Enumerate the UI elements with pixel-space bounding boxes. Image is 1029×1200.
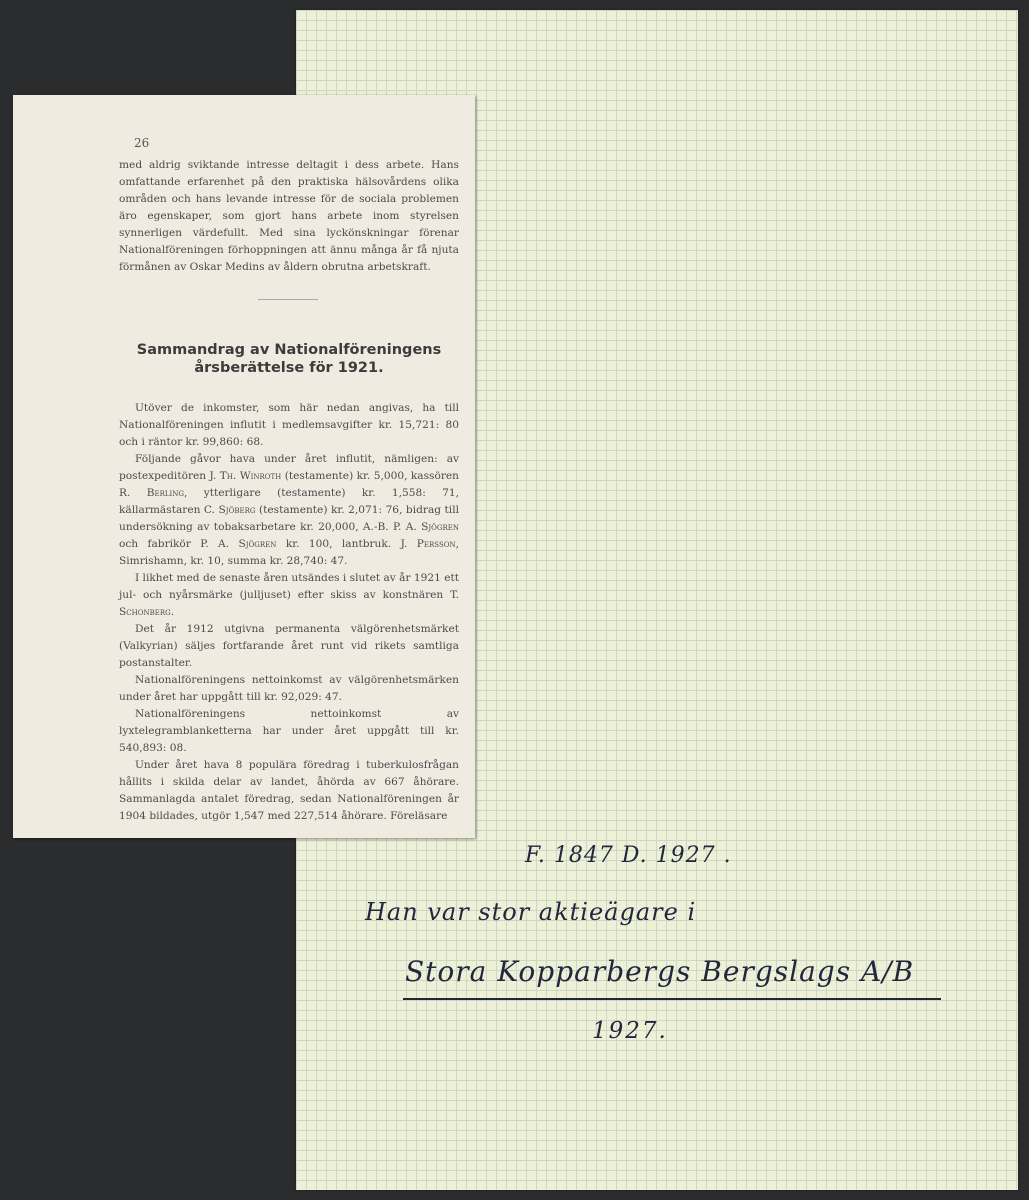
donor-name-4: Sjögren: [421, 521, 459, 533]
section-divider: [258, 299, 318, 300]
handwritten-dates: F. 1847 D. 1927 .: [525, 843, 732, 868]
paragraph-income: Utöver de inkomster, som här nedan angivas, ha till Nationalföreningen influtit i medlemsavgifter kr. 15,721: 80 och i räntor kr. 99,860: 68.: [119, 402, 459, 448]
donations-text-c: , ytterligare (testamente) kr. 1,558: 71, källarmästaren C.: [119, 487, 459, 516]
paragraph-christmas-seal: [119, 570, 459, 621]
heading-line-1: Sammandrag av Nationalföreningens: [136, 342, 442, 358]
heading-line-2: årsberättelse för 1921.: [194, 360, 384, 376]
paragraph-telegram-income: Nationalföreningens nettoinkomst av lyxtelegramblanketterna har under året uppgått till kr. 540,893: 08.: [119, 708, 459, 754]
newspaper-clipping: [13, 95, 475, 838]
handwritten-year: 1927.: [592, 1018, 668, 1044]
paragraph-charity-stamp: Det år 1912 utgivna permanenta välgörenhetsmärket (Valkyrian) säljes fortfarande året runt vid rikets samtliga postanstalter.: [119, 623, 459, 669]
donations-text-a: Följande gåvor hava under året influtit, nämligen: av postexpeditören J.: [119, 453, 459, 482]
donor-name-5: Sjögren: [238, 538, 277, 550]
intro-paragraph-block: [119, 157, 459, 276]
handwritten-shareholder-note: Han var stor aktieägare i: [365, 898, 697, 926]
handwritten-company-name: Stora Kopparbergs Bergslags A/B: [405, 955, 915, 988]
donations-text-f: kr. 100, lantbruk. J.: [285, 538, 408, 550]
company-underline: [403, 998, 941, 1000]
donor-name-2: Berling: [146, 487, 184, 499]
artist-name: Schonberg: [119, 606, 171, 618]
seal-text-a: I likhet med de senaste åren utsändes i slutet av år 1921 ett jul- och nyårsmärke (julljuset) efter skiss av konstnären T.: [119, 572, 459, 601]
paragraph-lectures: Under året hava 8 populära föredrag i tuberkulosfrågan hållits i skilda delar av landet, åhörda av 667 åhörare. Sammanlagda antalet föredrag, sedan Nationalföreningen år 1904 bildades, utgör 1,547 med 227,514 åhörare. Föreläsare: [119, 759, 459, 822]
donor-name-1: Th. Winroth: [219, 470, 282, 482]
intro-paragraph: med aldrig sviktande intresse deltagit i dess arbete. Hans omfattande erfarenhet på den praktiska hälsovårdens olika områden och hans levande intresse för de sociala problemen äro egenskaper, som gjort hans arbete inom styrelsen synnerligen värdefullt. Med sina lyckönskningar förenar Nationalföreningen förhoppningen att ännu många år få njuta förmånen av Oskar Medins av åldern obrutna arbetskraft.: [119, 159, 459, 273]
donor-name-3: Sjöberg: [218, 504, 256, 516]
donations-text-e: och fabrikör P. A.: [119, 538, 230, 550]
report-body: [119, 400, 459, 825]
donor-name-6: Persson: [416, 538, 456, 550]
donations-text-b: (testamente) kr. 5,000, kassören R.: [119, 470, 460, 499]
donations-text-g: , Simrishamn, kr. 10, summa kr. 28,740: 47.: [119, 538, 460, 567]
paragraph-donations: [119, 451, 459, 570]
page-number: 26: [134, 136, 150, 150]
paragraph-stamp-income: Nationalföreningens nettoinkomst av välgörenhetsmärken under året har uppgått till kr. 92,029: 47.: [119, 674, 459, 703]
section-heading: [119, 341, 459, 377]
seal-text-b: .: [170, 606, 175, 618]
donations-text-d: (testamente) kr. 2,071: 76, bidrag till undersökning av tobaksarbetare kr. 20,000, A.-B. P. A.: [119, 504, 459, 533]
